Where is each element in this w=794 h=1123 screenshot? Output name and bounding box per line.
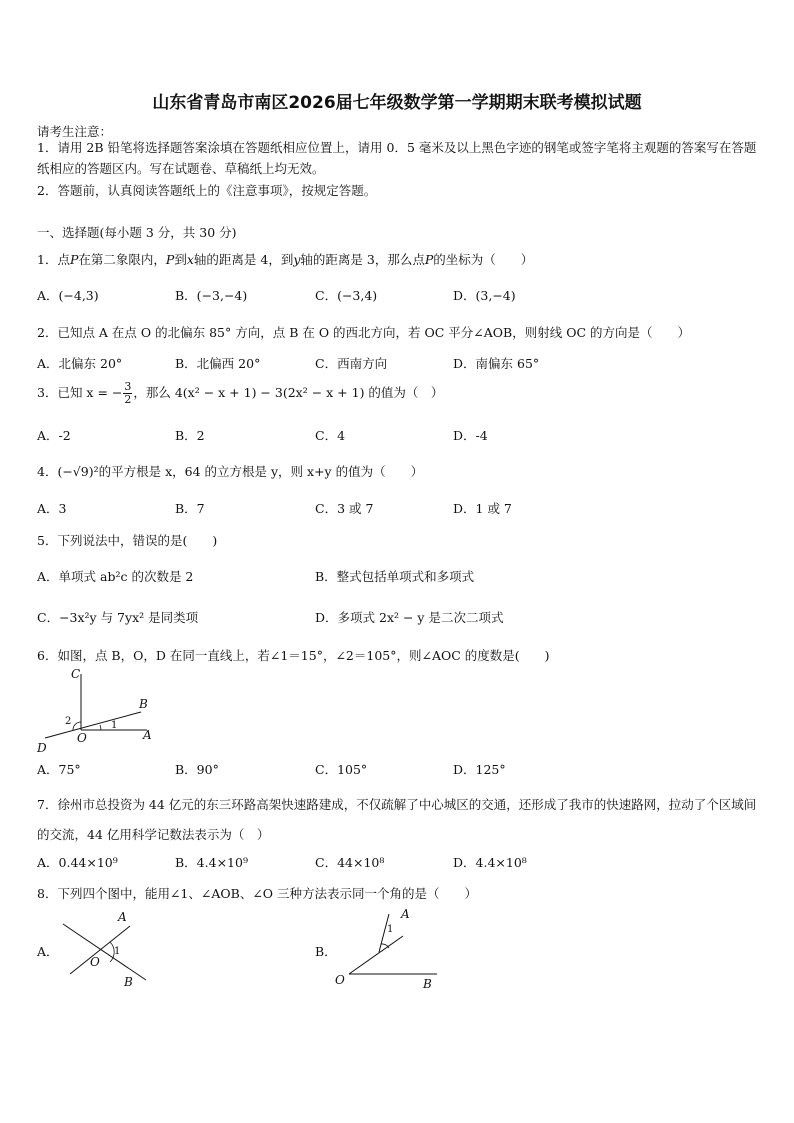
label-a: A [401,907,410,921]
question-6: 6．如图，点 B，O，D 在同一直线上，若∠1＝15°，∠2＝105°，则∠AOC 的度数是( ) [37,648,550,663]
q8-option-b[interactable]: B． [315,944,337,959]
q1-option-a[interactable]: A．(−4,3) [37,288,99,303]
q1-option-d[interactable]: D．(3,−4) [453,288,516,303]
notice-heading: 请考生注意： [37,124,113,139]
q7-option-b[interactable]: B．4.4×10⁹ [175,855,248,870]
label-d: D [37,741,47,755]
q1-option-c[interactable]: C．(−3,4) [315,288,378,303]
label-b: B [423,977,432,991]
q4-option-c[interactable]: C．3 或 7 [315,501,374,516]
q8-figure-b [333,906,443,992]
q4-option-a[interactable]: A．3 [37,501,67,516]
q5-option-c[interactable]: C．−3x²y 与 7yx² 是同类项 [37,610,199,625]
question-2: 2．已知点 A 在点 O 的北偏东 85° 方向，点 B 在 O 的西北方向，若 OC 平分∠AOB，则射线 OC 的方向是（ ） [37,325,691,340]
question-4: 4．(−√9)²的平方根是 x，64 的立方根是 y，则 x+y 的值为（ ） [37,464,424,479]
question-8: 8．下列四个图中，能用∠1、∠AOB、∠O 三种方法表示同一个角的是（ ） [37,886,478,901]
label-angle-1: 1 [111,720,118,731]
q3-option-d[interactable]: D．-4 [453,428,488,443]
label-a: A [118,910,127,924]
label-o: O [90,955,100,969]
q6-option-c[interactable]: C．105° [315,762,368,777]
section-heading: 一、选择题(每小题 3 分，共 30 分) [37,225,237,240]
angle-arc [381,944,389,948]
page-title: 山东省青岛市南区2026届七年级数学第一学期期末联考模拟试题 [152,93,642,113]
q6-figure [37,668,152,754]
q8-figure-a [58,908,158,990]
q3-option-b[interactable]: B．2 [175,428,205,443]
label-c: C [71,667,81,681]
q2-option-d[interactable]: D．南偏东 65° [453,356,540,371]
q6-option-b[interactable]: B．90° [175,762,219,777]
label-o: O [77,731,87,745]
q2-option-c[interactable]: C．西南方向 [315,356,388,371]
question-7: 7．徐州市总投资为 44 亿元的东三环路高架快速路建成，不仅疏解了中心城区的交通，还形成了我市的快速路网，拉动了个区域间的交流，44 亿用科学记数法表示为（ ） [37,797,757,842]
line-bd [45,712,141,738]
ray-oa [349,936,403,974]
q7-option-c[interactable]: C．44×10⁸ [315,855,385,870]
q8-option-a[interactable]: A． [37,944,59,959]
line-2 [70,926,130,974]
angle-1-arc [100,725,101,730]
fraction: $\frac{3}{2}$ [124,380,132,406]
q3-option-a[interactable]: A．-2 [37,428,71,443]
question-5: 5．下列说法中，错误的是( ) [37,533,218,548]
notice-item-1: 1．请用 2B 铅笔将选择题答案涂填在答题纸相应位置上，请用 0．5 毫米及以上黑色字迹的钢笔或签字笔将主观题的答案写在答题纸相应的答题区内。写在试题卷、草稿纸上均无效。 [37,140,757,176]
label-angle-1: 1 [387,924,394,935]
q2-option-b[interactable]: B．北偏西 20° [175,356,261,371]
q5-option-a[interactable]: A．单项式 ab²c 的次数是 2 [37,569,194,584]
label-b: B [139,697,148,711]
label-a: A [143,728,152,742]
q6-option-a[interactable]: A．75° [37,762,81,777]
q1-option-b[interactable]: B．(−3,−4) [175,288,248,303]
q7-option-a[interactable]: A．0.44×10⁹ [37,855,118,870]
label-angle-1: 1 [114,946,121,957]
q7-option-d[interactable]: D．4.4×10⁸ [453,855,527,870]
notice-item-2: 2．答题前，认真阅读答题纸上的《注意事项》，按规定答题。 [37,183,377,198]
line-1 [63,924,146,980]
q2-option-a[interactable]: A．北偏东 20° [37,356,123,371]
label-o: O [335,973,345,987]
label-angle-2: 2 [65,716,72,727]
q5-option-b[interactable]: B．整式包括单项式和多项式 [315,569,475,584]
q5-option-d[interactable]: D．多项式 2x² − y 是二次二项式 [315,610,504,625]
question-3: 3．已知 x = − $\frac{3}{2}$ ，那么 4(x² − x + 1) − 3(2x² − x + 1) 的值为（ ） [37,380,444,406]
q4-option-d[interactable]: D．1 或 7 [453,501,512,516]
question-1: 1．点P在第二象限内，P到x轴的距离是 4，到y轴的距离是 3，那么点P的坐标为（ ） [37,252,534,267]
q6-option-d[interactable]: D．125° [453,762,506,777]
q4-option-b[interactable]: B．7 [175,501,205,516]
label-b: B [124,975,133,989]
q3-option-c[interactable]: C．4 [315,428,346,443]
